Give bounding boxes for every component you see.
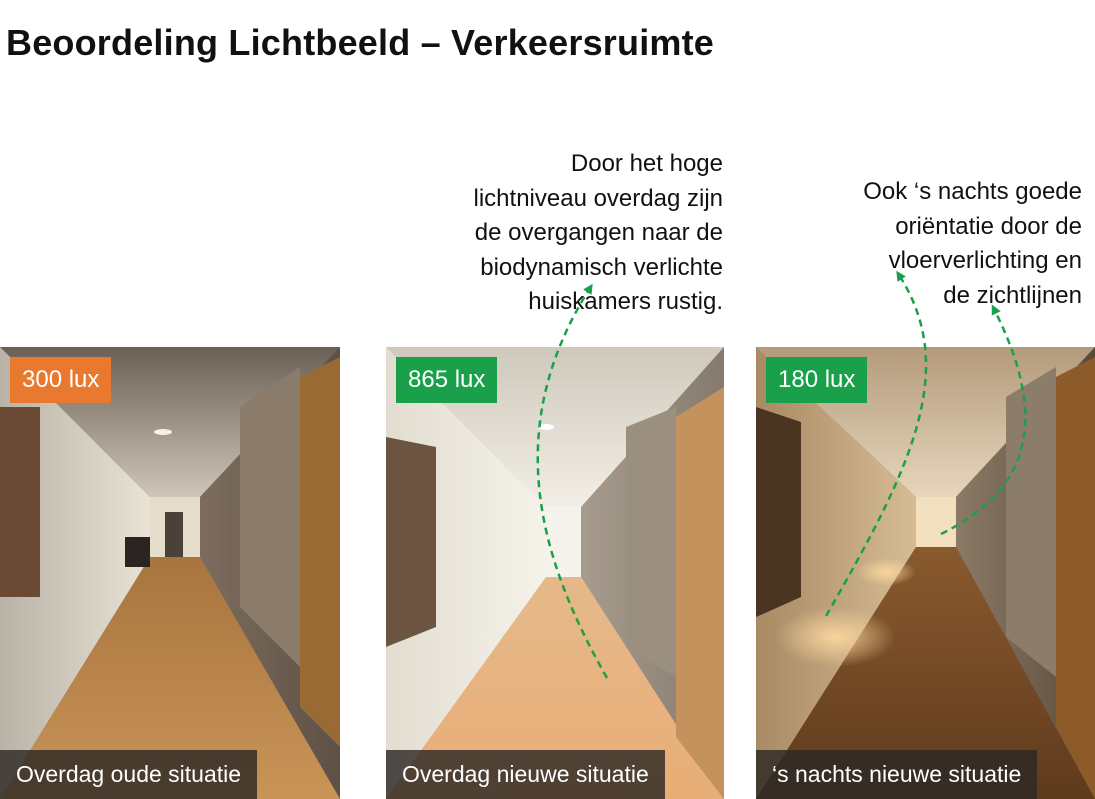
photo-caption: Overdag oude situatie — [0, 750, 257, 799]
annotation-daytime — [420, 147, 723, 320]
annotation-line: vloerverlichting en — [888, 247, 1082, 274]
corridor-image — [756, 347, 1095, 799]
annotation-line: biodynamisch verlichte — [480, 253, 723, 281]
corridor-image — [386, 347, 724, 799]
annotation-night — [790, 175, 1082, 313]
annotation-line: lichtniveau overdag zijn — [473, 184, 723, 212]
lux-badge: 180 lux — [766, 357, 867, 403]
annotation-line: oriëntatie door de — [895, 212, 1082, 240]
lux-badge: 865 lux — [396, 357, 497, 403]
photo-caption: ‘s nachts nieuwe situatie — [756, 750, 1037, 799]
corridor-image — [0, 347, 340, 799]
lux-badge: 300 lux — [10, 357, 111, 403]
photo-caption: Overdag nieuwe situatie — [386, 750, 665, 799]
annotation-line: de zichtlijnen — [943, 281, 1082, 309]
annotation-line: Door het hoge — [570, 150, 723, 177]
annotation-line: Ook ‘s nachts goede — [863, 178, 1082, 205]
page-title: Beoordeling Lichtbeeld – Verkeersruimte — [6, 22, 715, 63]
annotation-line: de overgangen naar de — [474, 219, 723, 246]
photo-day-old — [0, 347, 340, 799]
annotation-line: huiskamers rustig. — [528, 288, 723, 315]
photo-day-new — [386, 347, 724, 799]
photo-night-new — [756, 347, 1095, 799]
